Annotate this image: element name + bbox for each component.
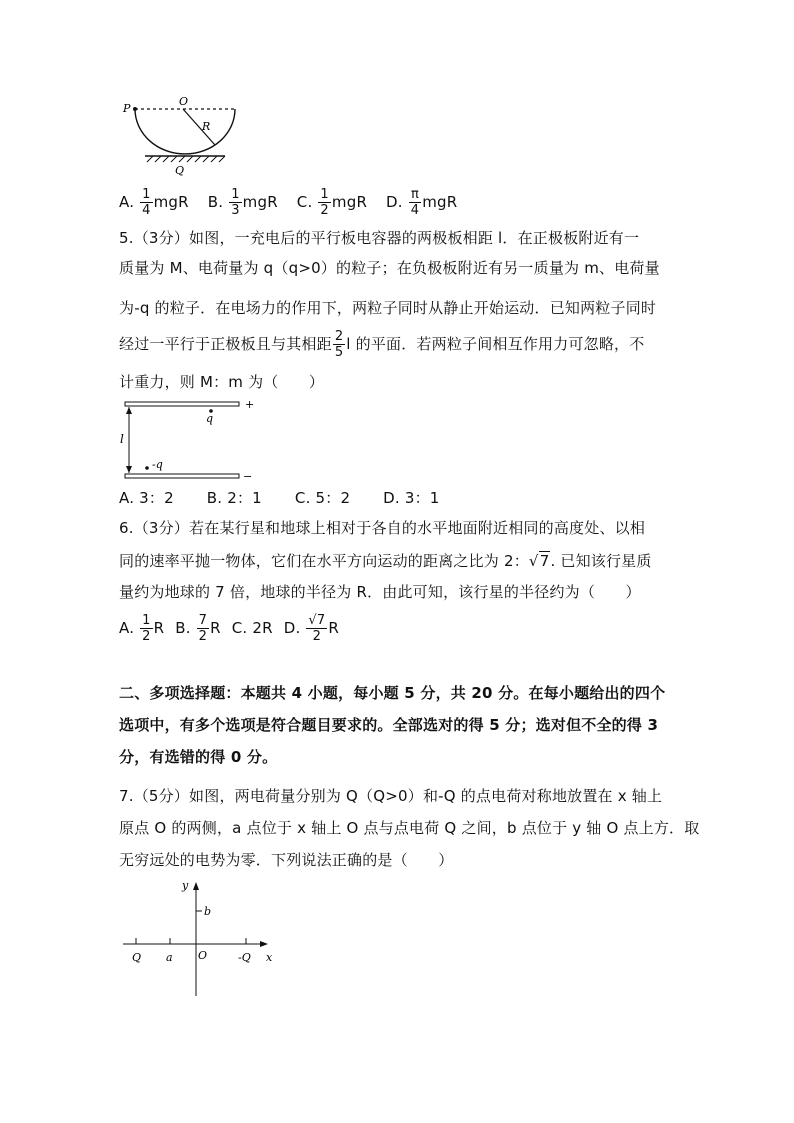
q-label: q <box>206 412 214 425</box>
q5-option-c[interactable]: C. 5：2 <box>294 489 351 507</box>
q6-option-a[interactable]: A. $\frac{1}{2}$ R <box>119 613 165 644</box>
section2-line2: 选项中，有多个选项是符合题目要求的。全部选对的得 5 分；选对但不全的得 3 <box>119 716 659 734</box>
q6-line3: 量约为地球的 7 倍，地球的半径为 R．由此可知，该行星的半径约为（ ） <box>119 583 641 601</box>
q6-option-c[interactable]: C. 2R <box>231 619 273 637</box>
label-o: O <box>179 95 189 108</box>
axes-figure <box>118 876 283 1001</box>
q7-line2: 原点 O 的两侧，a 点位于 x 轴上 O 点与点电荷 Q 之间，b 点位于 y 轴 O 点上方．取 <box>119 819 700 837</box>
section2-line1: 二、多项选择题：本题共 4 小题，每小题 5 分，共 20 分。在每小题给出的四个 <box>119 684 666 702</box>
charge-neg-q-label: -Q <box>238 951 251 964</box>
q5-line2: 质量为 M、电荷量为 q（q>0）的粒子；在负极板附近有另一质量为 m、电荷量 <box>119 259 660 277</box>
axis-y-label: y <box>182 879 189 892</box>
q4-option-c[interactable]: C. $\frac{1}{2}$ mgR <box>296 187 368 218</box>
q6-line1: 6.（3分）若在某行星和地球上相对于各自的水平地面附近相同的高度处、以相 <box>119 519 646 537</box>
q5-option-b[interactable]: B. 2：1 <box>206 489 262 507</box>
neg-q-label: -q <box>152 458 163 471</box>
q6-line2: 同的速率平抛一物体，它们在水平方向运动的距离之比为 2：√7. 已知该行星质 <box>119 552 652 570</box>
capacitor-figure <box>115 396 265 486</box>
point-a-label: a <box>166 951 173 964</box>
q5-line3: 为-q 的粒子．在电场力的作用下，两粒子同时从静止开始运动．已知两粒子同时 <box>119 299 657 317</box>
q4-option-d[interactable]: D. $\frac{\pi}{4}$ mgR <box>386 187 458 218</box>
q4-option-a[interactable]: A. $\frac{1}{4}$ mgR <box>119 187 189 218</box>
q5-line1: 5.（3分）如图，一充电后的平行板电容器的两极板相距 l．在正极板附近有一 <box>119 229 640 247</box>
q6-option-b[interactable]: B. $\frac{7}{2}$ R <box>175 613 221 644</box>
q6-options <box>119 614 353 643</box>
q5-options <box>119 488 454 508</box>
charge-q-label: Q <box>132 951 142 964</box>
minus-label: − <box>243 470 253 483</box>
q4-options <box>119 188 471 217</box>
q7-line1: 7.（5分）如图，两电荷量分别为 Q（Q>0）和-Q 的点电荷对称地放置在 x 轴上 <box>119 787 663 805</box>
plus-label: + <box>245 398 255 411</box>
sqrt-seven: √7 <box>528 552 550 570</box>
label-r: R <box>202 120 211 133</box>
q4-option-b[interactable]: B. $\frac{1}{3}$ mgR <box>207 187 278 218</box>
label-p: P <box>123 102 131 115</box>
q6-option-d[interactable]: D. $\frac{√7}{2}$ R <box>283 613 339 644</box>
axis-x-label: x <box>266 951 273 964</box>
q5-option-d[interactable]: D. 3：1 <box>383 489 440 507</box>
bowl-figure <box>115 92 250 178</box>
q5-line5: 计重力，则 M：m 为（ ） <box>119 373 325 391</box>
q5-option-a[interactable]: A. 3：2 <box>119 489 174 507</box>
q7-line3: 无穷远处的电势为零．下列说法正确的是（ ） <box>119 851 454 869</box>
section2-line3: 分，有选错的得 0 分。 <box>119 748 278 766</box>
label-q: Q <box>175 164 185 177</box>
l-label: l <box>120 432 124 446</box>
point-b-label: b <box>204 905 212 918</box>
q5-line4: 经过一平行于正极板且与其相距 $\frac{2}{5}$ l 的平面．若两粒子间相互作用力可忽略，不 <box>119 329 645 360</box>
origin-label: O <box>198 949 208 962</box>
